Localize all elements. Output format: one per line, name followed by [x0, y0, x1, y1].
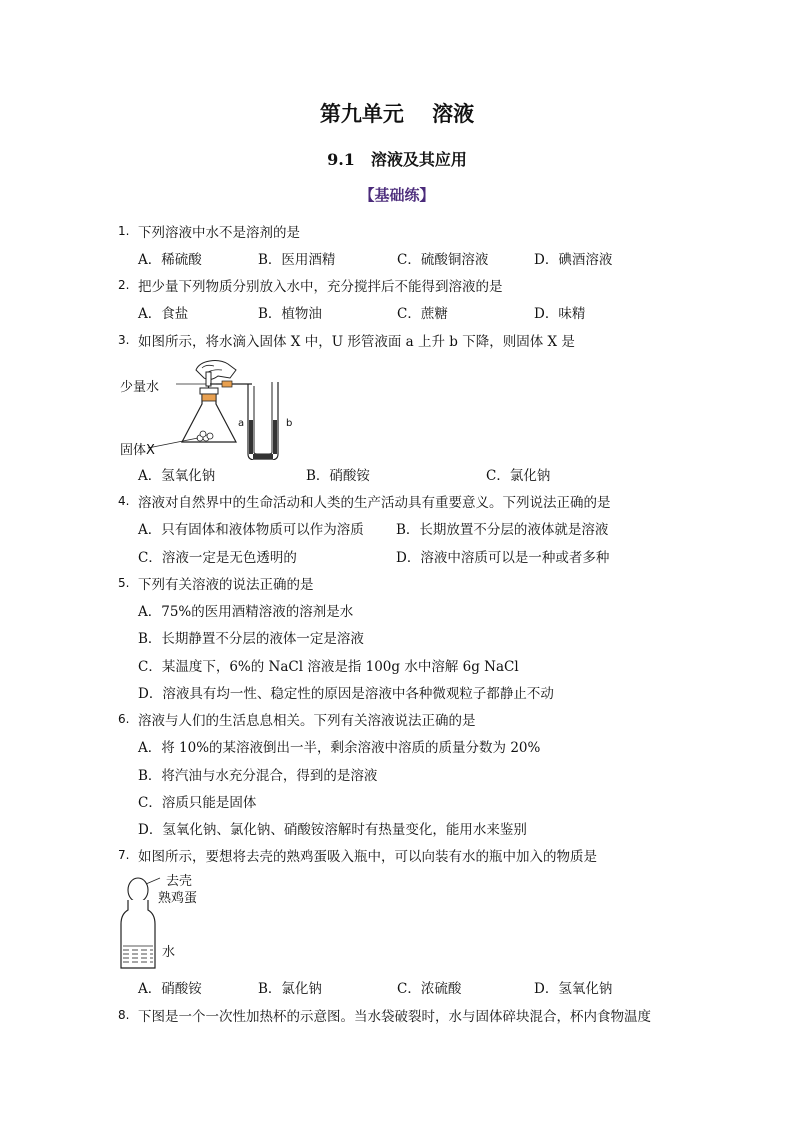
option-c: C．蔗糖	[397, 306, 448, 322]
u-tube-figure	[118, 356, 308, 460]
question-number: 2.	[118, 278, 130, 292]
option-d: D．氢氧化钠	[534, 981, 613, 997]
option-b: B．长期静置不分层的液体一定是溶液	[138, 631, 364, 647]
question-number: 6.	[118, 712, 130, 726]
question-stem: 把少量下列物质分别放入水中，充分搅拌后不能得到溶液的是	[138, 279, 503, 295]
option-c: C．氯化钠	[486, 468, 551, 484]
label-water: 少量水	[120, 380, 160, 395]
option-a: A．食盐	[138, 306, 189, 322]
option-c: C．溶液一定是无色透明的	[138, 550, 297, 566]
label-water: 水	[162, 945, 176, 960]
question-number: 7.	[118, 848, 130, 862]
option-b: B．将汽油与水充分混合，得到的是溶液	[138, 768, 378, 784]
question-number: 1.	[118, 224, 130, 238]
option-c: C．浓硫酸	[397, 981, 462, 997]
option-a: A．75%的医用酒精溶液的溶剂是水	[138, 604, 354, 620]
option-d: D．溶液中溶质可以是一种或者多种	[396, 550, 610, 566]
label-solid-x: 固体X	[120, 443, 155, 458]
u-tube-label-a: a	[238, 418, 245, 429]
option-c: C．硫酸铜溶液	[397, 252, 489, 268]
option-d: D．氢氧化钠、氯化钠、硝酸铵溶解时有热量变化，能用水来鉴别	[138, 822, 527, 838]
question-stem: 如图所示，要想将去壳的熟鸡蛋吸入瓶中，可以向装有水的瓶中加入的物质是	[138, 849, 597, 865]
question-stem: 下列有关溶液的说法正确的是	[138, 577, 314, 593]
label-egg-shell: 去壳	[166, 874, 193, 889]
question-stem: 如图所示，将水滴入固体 X 中，U 形管液面 a 上升 b 下降，则固体 X 是	[138, 334, 575, 350]
option-a: A．稀硫酸	[138, 252, 202, 268]
option-b: B．硝酸铵	[306, 468, 370, 484]
question-stem: 溶液对自然界中的生命活动和人类的生产活动具有重要意义。下列说法正确的是	[138, 495, 611, 511]
egg-bottle-figure	[118, 870, 218, 974]
option-a: A．只有固体和液体物质可以作为溶质	[138, 522, 364, 538]
option-d: D．溶液具有均一性、稳定性的原因是溶液中各种微观粒子都静止不动	[138, 686, 554, 702]
label-boiled-egg: 熟鸡蛋	[158, 891, 198, 906]
option-c: C．溶质只能是固体	[138, 795, 257, 811]
option-a: A．硝酸铵	[138, 981, 202, 997]
egg-bottle-diagram	[118, 870, 218, 974]
option-a: A．将 10%的某溶液倒出一半，剩余溶液中溶质的质量分数为 20%	[138, 740, 541, 756]
option-d: D．碘酒溶液	[534, 252, 613, 268]
option-b: B．长期放置不分层的液体就是溶液	[396, 522, 609, 538]
option-b: B．氯化钠	[258, 981, 322, 997]
question-number: 5.	[118, 576, 130, 590]
question-number: 4.	[118, 494, 130, 508]
u-tube-label-b: b	[286, 418, 293, 429]
section-subtitle: 9.1 溶液及其应用	[327, 150, 467, 169]
option-b: B．医用酒精	[258, 252, 336, 268]
section-badge: 【基础练】	[359, 186, 435, 204]
question-stem: 下列溶液中水不是溶剂的是	[138, 225, 300, 241]
option-b: B．植物油	[258, 306, 322, 322]
question-stem: 下图是一个一次性加热杯的示意图。当水袋破裂时，水与固体碎块混合，杯内食物温度	[138, 1009, 651, 1025]
question-stem: 溶液与人们的生活息息相关。下列有关溶液说法正确的是	[138, 713, 476, 729]
page-title: 第九单元 溶液	[319, 101, 475, 126]
option-d: D．味精	[534, 306, 586, 322]
u-tube-apparatus-diagram	[118, 356, 308, 460]
option-a: A．氢氧化钠	[138, 468, 216, 484]
question-number: 3.	[118, 333, 130, 347]
question-number: 8.	[118, 1008, 130, 1022]
option-c: C．某温度下，6%的 NaCl 溶液是指 100g 水中溶解 6g NaCl	[138, 659, 519, 675]
